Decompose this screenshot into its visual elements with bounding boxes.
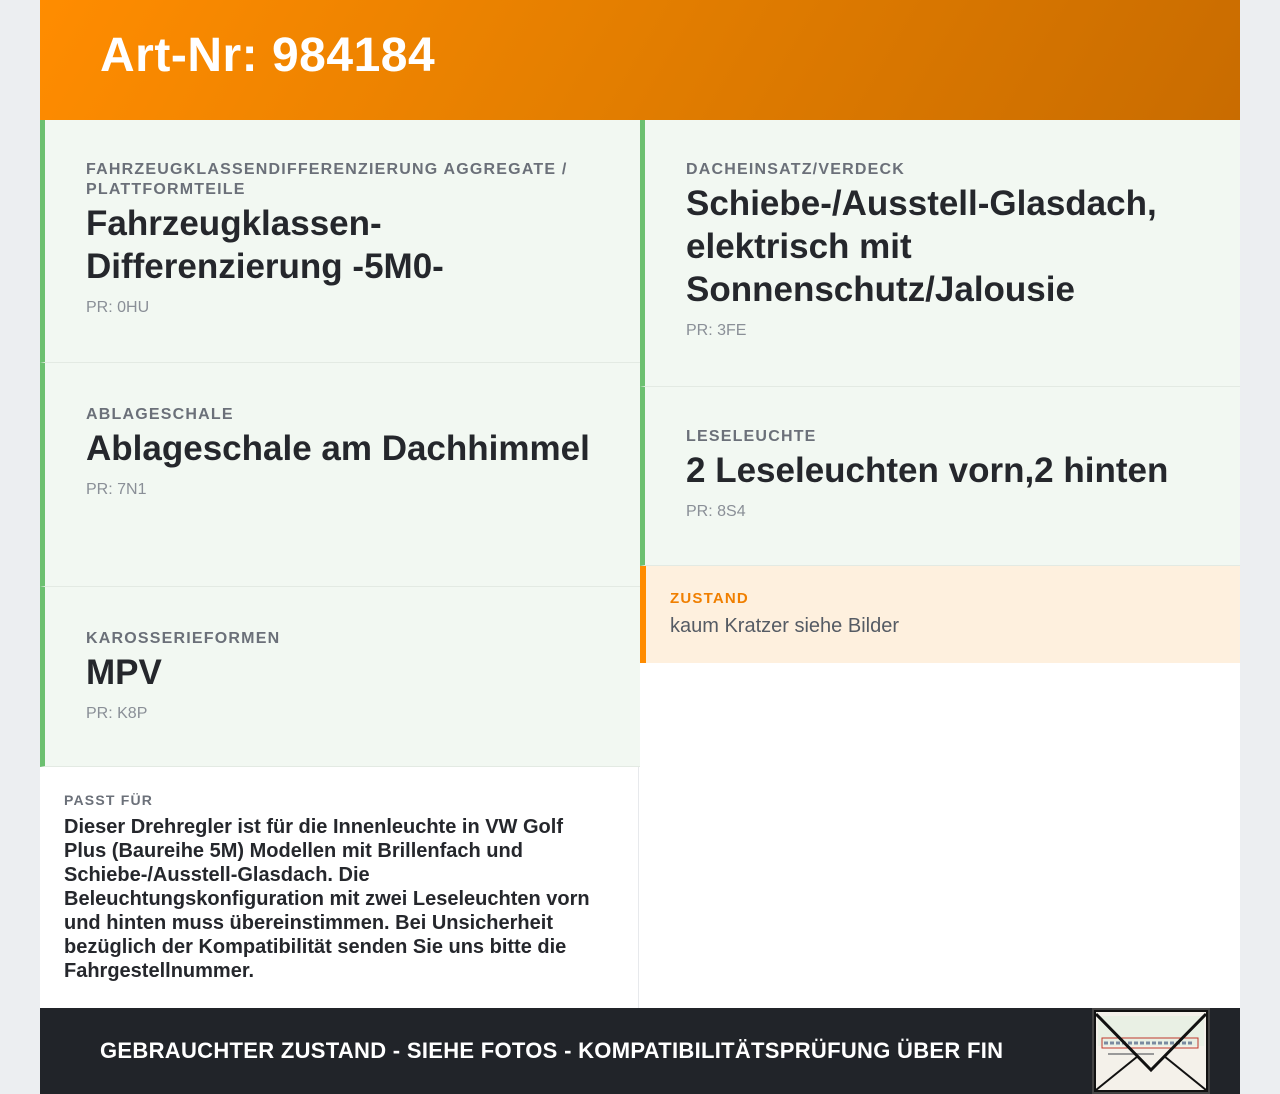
card-pr-code: PR: K8P: [86, 705, 148, 722]
card-fahrzeugklasse: [40, 120, 640, 363]
card-value: 2 Leseleuchten vorn,2 hinten: [686, 451, 1169, 490]
card-category: KAROSSERIEFORMEN: [86, 630, 281, 647]
compatibility-section: [40, 767, 639, 1008]
card-category: DACHEINSATZ/VERDECK: [686, 161, 905, 178]
compatibility-label: PASST FÜR: [64, 792, 154, 808]
card-value: MPV: [86, 653, 162, 692]
card-leseleuchte: [640, 387, 1240, 566]
footer-text: GEBRAUCHTER ZUSTAND - SIEHE FOTOS - KOMPATIBILITÄTSPRÜFUNG ÜBER FIN: [100, 1038, 1004, 1063]
card-ablageschale: [40, 363, 640, 587]
card-karosserieform: [40, 587, 640, 767]
card-value: Ablageschale am Dachhimmel: [86, 429, 590, 468]
card-value: Fahrzeugklassen-Differenzierung -5M0-: [86, 204, 444, 286]
card-dacheinsatz: [640, 120, 1240, 387]
footer-bar: [40, 1008, 1240, 1094]
compatibility-text: Dieser Drehregler ist für die Innenleuchte in VW Golf Plus (Baureihe 5M) Modellen mit Brillenfach und Schiebe-/Ausstell-Glasdach. Die Beleuchtungskonfiguration mit zwei Leseleuchten vorn und hinten muss übereinstimmen. Bei Unsicherheit bezüglich der Kompatibilität senden Sie uns bitte die Fahrgestellnummer.: [64, 816, 590, 982]
condition-box: [640, 566, 1240, 663]
card-pr-code: PR: 0HU: [86, 299, 150, 316]
envelope-icon[interactable]: [1092, 1008, 1210, 1094]
header-banner: [40, 0, 1240, 120]
card-pr-code: PR: 7N1: [86, 481, 147, 498]
card-pr-code: PR: 3FE: [686, 322, 747, 339]
card-category: ABLAGESCHALE: [86, 406, 234, 423]
card-value: Schiebe-/Ausstell-Glasdach, elektrisch mit Sonnenschutz/Jalousie: [686, 184, 1157, 309]
envelope-thumbnail-graphic: [1094, 1010, 1208, 1092]
listing-sheet: [40, 0, 1240, 1094]
card-pr-code: PR: 8S4: [686, 503, 746, 520]
card-category: LESELEUCHTE: [686, 428, 817, 445]
condition-label: ZUSTAND: [670, 590, 749, 607]
article-number-title: Art-Nr: 984184: [100, 29, 436, 82]
card-category: FAHRZEUGKLASSENDIFFERENZIERUNG AGGREGATE / PLATTFORMTEILE: [86, 161, 568, 198]
condition-value: kaum Kratzer siehe Bilder: [670, 615, 899, 637]
